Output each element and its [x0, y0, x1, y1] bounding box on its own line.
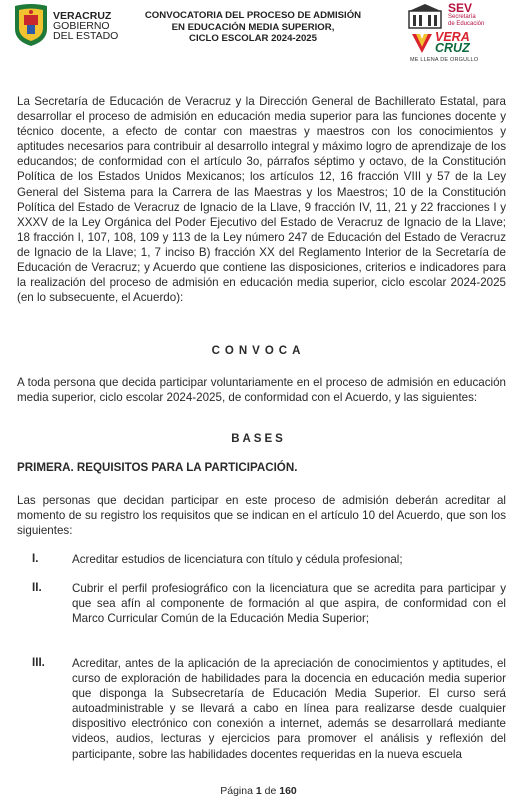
- vc-line-1: VERA: [435, 30, 470, 44]
- item-number: I.: [32, 552, 39, 565]
- item-number: III.: [32, 656, 45, 669]
- total-pages: 160: [279, 785, 297, 797]
- page-number: 1: [255, 785, 262, 797]
- of-label: de: [264, 785, 277, 797]
- section-intro: Las personas que decidan participar en este proceso de admisión deberán acreditar al momento de su registro los requisitos que se indican en el artículo 10 del Acuerdo, que son los siguientes:: [17, 494, 506, 538]
- veracruz-brand-text: [435, 32, 470, 54]
- page-footer: [0, 785, 517, 797]
- gov-line-1: VERACRUZ: [53, 10, 112, 22]
- brand-motto: ME LLENA DE ORGULLO: [410, 57, 479, 63]
- veracruz-brand-icon: [410, 32, 434, 54]
- state-government-label: [53, 11, 118, 41]
- document-title: [128, 10, 378, 45]
- sev-sub-2: de Educación: [448, 20, 485, 27]
- sev-name: SEV: [448, 1, 473, 15]
- sev-sub-1: Secretaría: [448, 14, 476, 20]
- item-text: Cubrir el perfil profesiográfico con la licenciatura que se acredita para participar y que sea afín al componente de formación al que aspira, de conformidad con el Marco Curricular Común de la Educación Media Superior;: [72, 582, 506, 626]
- document-header: [0, 0, 517, 66]
- bases-heading: BASES: [231, 433, 286, 445]
- sev-building-icon: [407, 3, 443, 29]
- intro-paragraph: La Secretaría de Educación de Veracruz y la Dirección General de Bachillerato Estatal, para desarrollar el proceso de admisión en educación media superior para las funciones docente y técnico docente, a efecto de contar con maestras y maestros con los conocimientos y aptitudes necesarios para contribuir al desarrollo integral y máximo logro de aprendizaje de los educandos; de conformidad con el artículo 3o, párrafos séptimo y octavo, de la Constitución Política de los Estados Unidos Mexicanos; los artículos 12, 16 fracción VIII y 57 de la Ley General del Sistema para la Carrera de las Maestras y los Maestros; 10 de la Constitución Política del Estado de Veracruz de Ignacio de la Llave, 9 fracción IV, 11, 21 y 22 fracciones I y XXXV de la Ley Orgánica del Poder Ejecutivo del Estado de Veracruz de Ignacio de la Llave; 18 fracción I, 107, 108, 109 y 113 de la Ley número 247 de Educación del Estado de Veracruz de Ignacio de la Llave; 1, 7 inciso B) fracción XX del Reglamento Interior de la Secretaría de Educación de Veracruz; y Acuerdo que contiene las disposiciones, criterios e indicadores para la realización del proceso de admisión en educación media superior, ciclo escolar 2024-2025 (en lo subsecuente, el Acuerdo):: [17, 95, 506, 305]
- convoca-paragraph: A toda persona que decida participar voluntariamente en el proceso de admisión en educación media superior, ciclo escolar 2024-2025, de conformidad con el Acuerdo, y las siguientes:: [17, 376, 506, 405]
- veracruz-state-seal-icon: [11, 3, 51, 47]
- gov-line-2: GOBIERNO: [53, 20, 110, 32]
- item-text: Acreditar estudios de licenciatura con título y cédula profesional;: [72, 553, 403, 566]
- item-text: Acreditar, antes de la aplicación de la apreciación de conocimientos y aptitudes, el curso de exploración de habilidades para la docencia en educación media superior que disponga la Subsecretaría de Educación Media Superior. El curso será autoadministrable y se llevará a cabo en línea para realizarse desde cualquier dispositivo electrónico con conexión a internet, además se desarrollará mediante videos, audios, lecturas y ejercicios para promover el análisis y reflexión del participante, sobre las habilidades docentes requeridas en la nueva escuela: [72, 657, 506, 761]
- title-line-1: CONVOCATORIA DEL PROCESO DE ADMISIÓN: [144, 10, 362, 21]
- title-line-2: EN EDUCACIÓN MEDIA SUPERIOR,: [171, 21, 335, 33]
- page-label: Página: [220, 785, 253, 797]
- item-number: II.: [32, 581, 42, 594]
- convoca-heading: CONVOCA: [211, 345, 306, 357]
- gov-line-3: DEL ESTADO: [53, 30, 119, 42]
- title-line-3: CICLO ESCOLAR 2024-2025: [189, 33, 317, 44]
- section-title: PRIMERA. REQUISITOS PARA LA PARTICIPACIÓN.: [17, 461, 298, 474]
- vc-line-2: CRUZ: [435, 41, 470, 55]
- sev-logo-text: [448, 2, 484, 27]
